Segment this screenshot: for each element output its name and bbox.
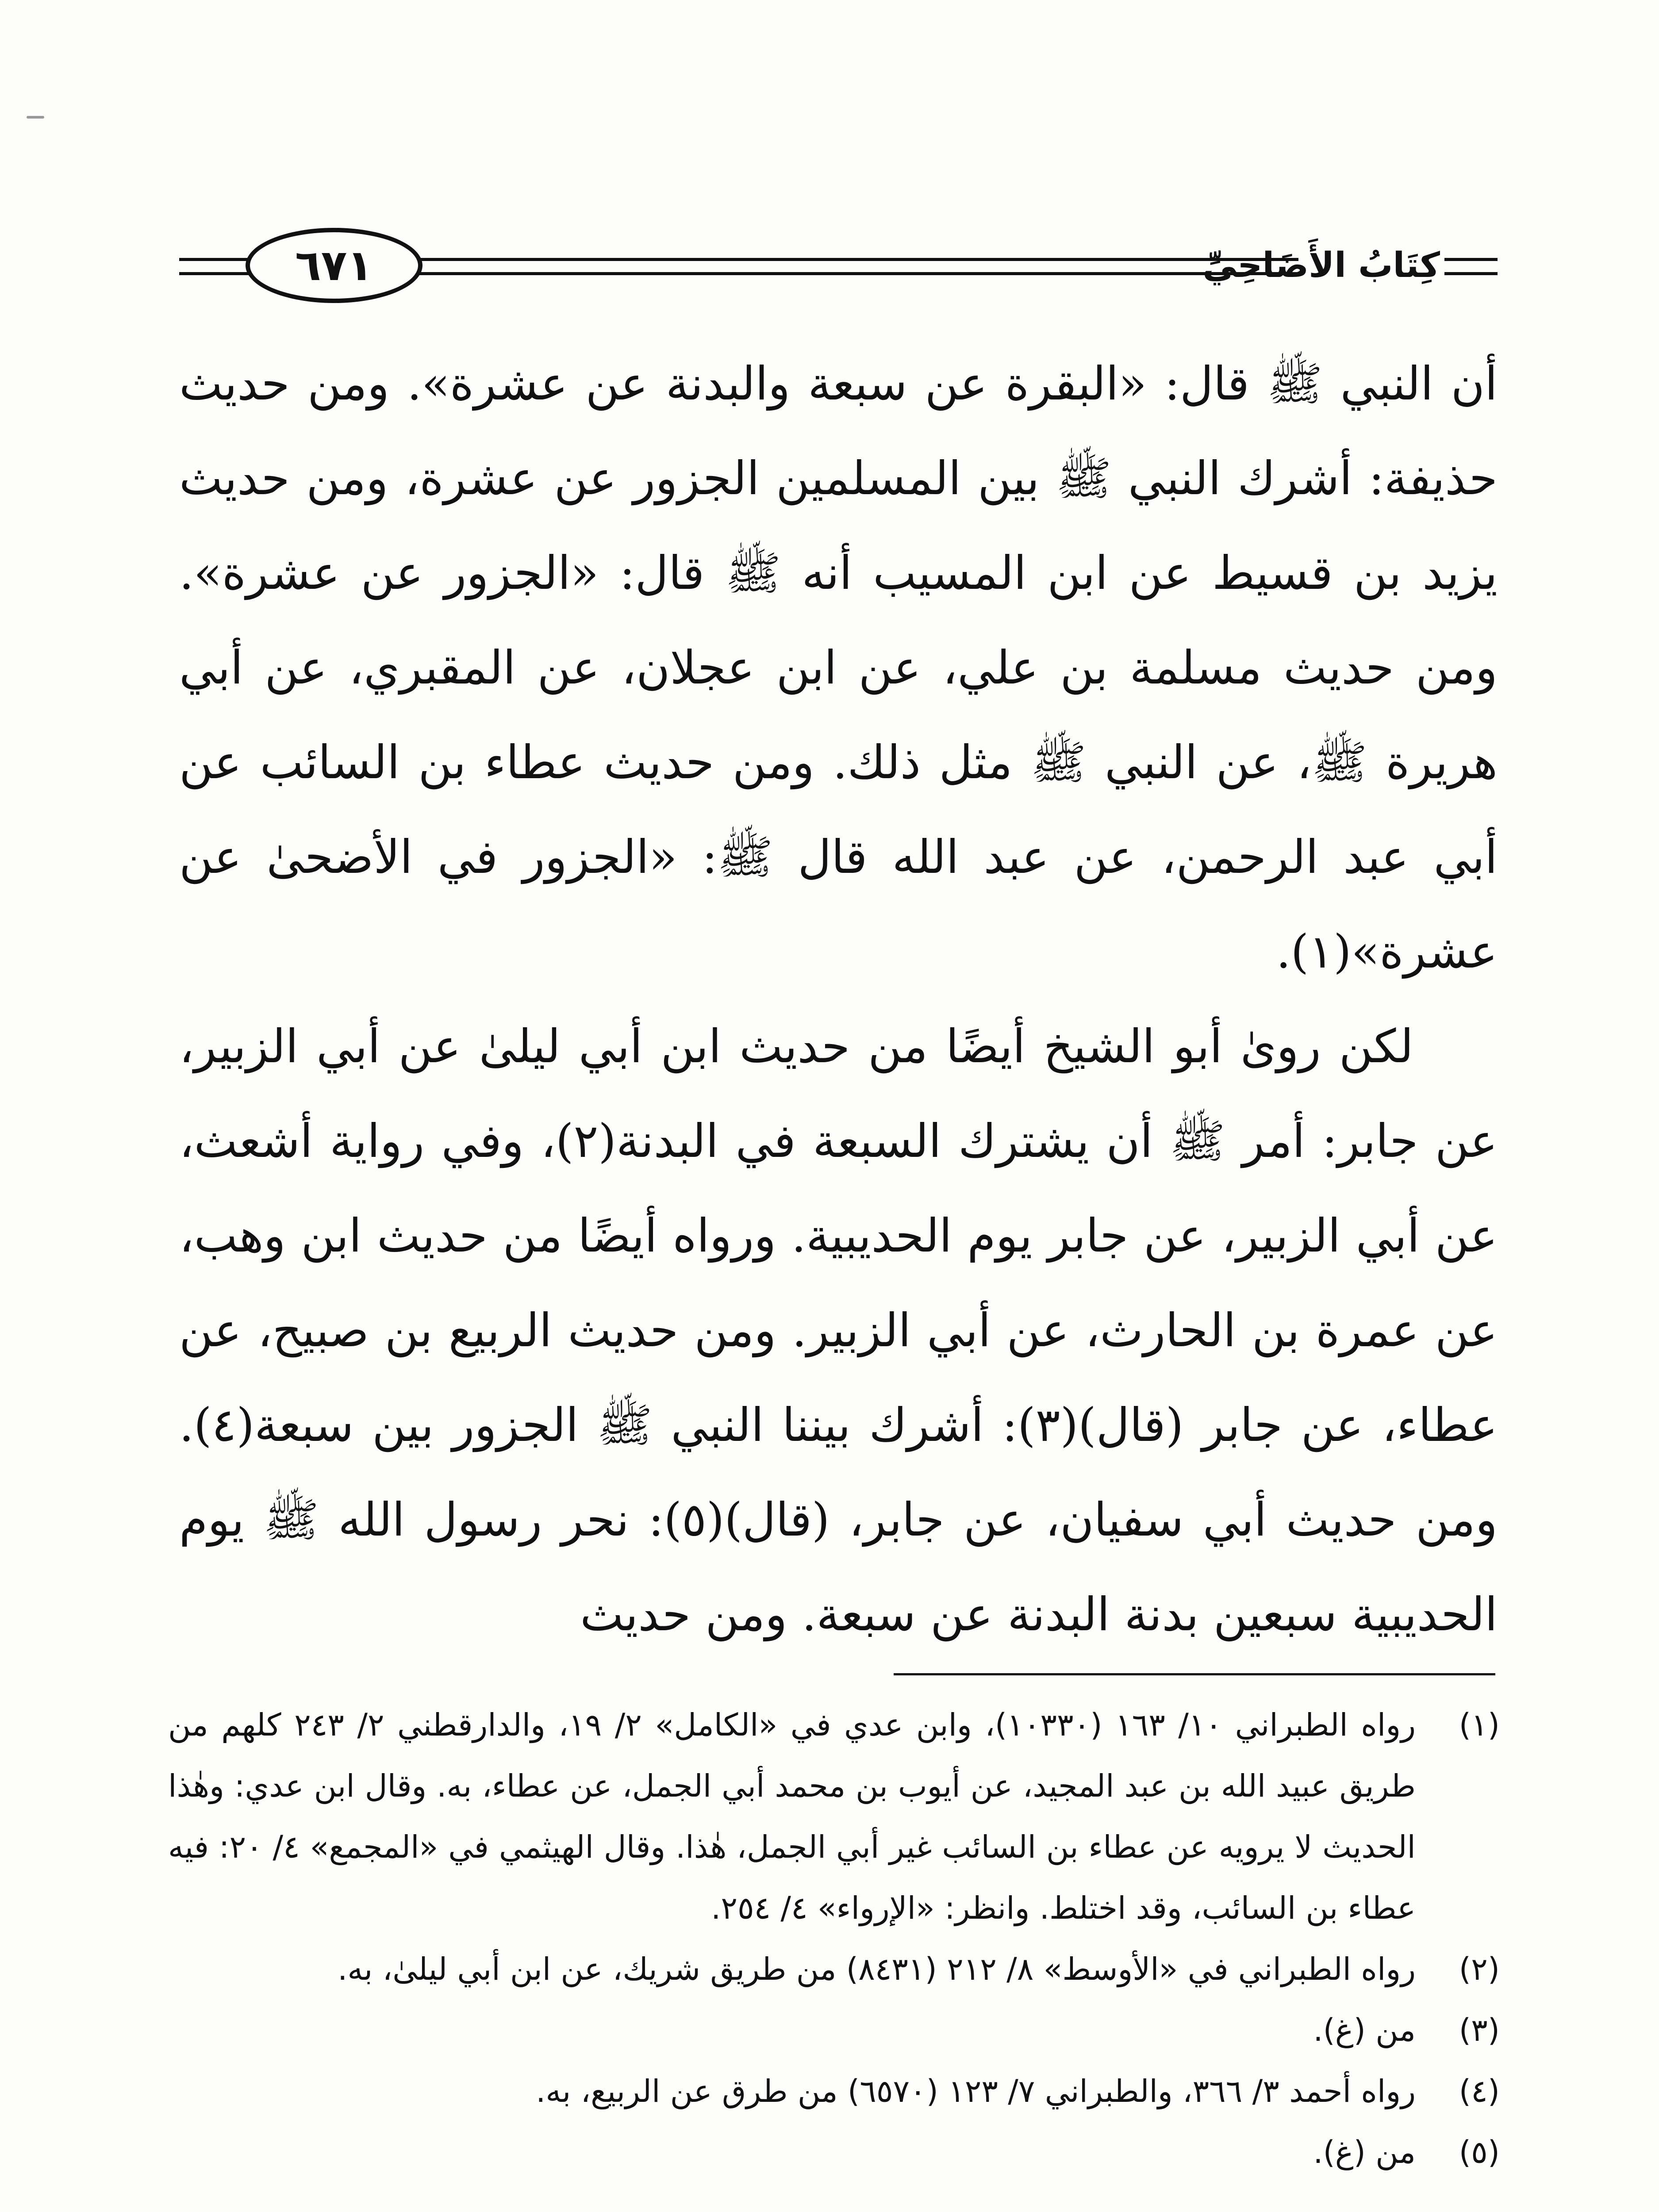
footnote-1 — [168, 1694, 1500, 1939]
main-text — [179, 336, 1498, 1662]
header-rule-middle — [418, 258, 1298, 261]
paragraph-2: لكن روىٰ أبو الشيخ أيضًا من حديث ابن أبي ليلىٰ عن أبي الزبير، عن جابر: أمر ﷺ أن يشترك السبعة في البدنة(٢)، وفي رواية أشعث، عن أبي الزبير، عن جابر يوم الحديبية. ورواه أيضًا من حديث ابن وهب، عن عمرة بن الحارث، عن أبي الزبير. ومن حديث الربيع بن صبيح، عن عطاء، عن جابر (قال)(٣): أشرك بيننا النبي ﷺ الجزور بين سبعة(٤). ومن حديث أبي سفيان، عن جابر، (قال)(٥): نحر رسول الله ﷺ يوم الحديبية سبعين بدنة البدنة عن سبعة. ومن حديث — [179, 1019, 1498, 1641]
header-rule-right — [1444, 258, 1498, 261]
footnote-number: (٤) — [1459, 2073, 1500, 2109]
footnotes — [168, 1694, 1500, 2183]
header-rule-right-second — [1444, 272, 1498, 275]
footnote-5 — [168, 2122, 1500, 2183]
header-rule-left — [179, 258, 250, 261]
header-rule-left-second — [179, 272, 250, 275]
footnote-3 — [168, 2000, 1500, 2061]
footnote-number: (١) — [1459, 1707, 1500, 1743]
footnote-2 — [168, 1939, 1500, 2000]
scan-speck — [27, 116, 44, 119]
footnote-number: (٥) — [1459, 2134, 1500, 2170]
footnote-text: رواه الطبراني ١٠/ ١٦٣ (١٠٣٣٠)، وابن عدي في «الكامل» ٢/ ١٩، والدارقطني ٢/ ٢٤٣ كلهم من طريق عبيد الله بن عبد المجيد، عن أيوب بن محمد أبي الجمل، عن عطاء، به. وقال ابن عدي: وهٰذا الحديث لا يرويه عن عطاء بن السائب غير أبي الجمل، هٰذا. وقال الهيثمي في «المجمع» ٤/ ٢٠: فيه عطاء بن السائب، وقد اختلط. وانظر: «الإرواء» ٤/ ٢٥٤. — [168, 1707, 1416, 1926]
footnote-number: (٣) — [1459, 2012, 1500, 2048]
footnote-text: رواه الطبراني في «الأوسط» ٨/ ٢١٢ (٨٤٣١) من طريق شريك، عن ابن أبي ليلىٰ، به. — [338, 1951, 1416, 1987]
paragraph-1: أن النبي ﷺ قال: «البقرة عن سبعة والبدنة عن عشرة». ومن حديث حذيفة: أشرك النبي ﷺ بين المسلمين الجزور عن عشرة، ومن حديث يزيد بن قسيط عن ابن المسيب أنه ﷺ قال: «الجزور عن عشرة». ومن حديث مسلمة بن علي، عن ابن عجلان، عن المقبري، عن أبي هريرة ﷺ، عن النبي ﷺ مثل ذلك. ومن حديث عطاء بن السائب عن أبي عبد الرحمن، عن عبد الله قال ﷺ: «الجزور في الأضحىٰ عن عشرة»(١). — [179, 357, 1498, 979]
page-header — [179, 228, 1498, 307]
footnote-text: رواه أحمد ٣/ ٣٦٦، والطبراني ٧/ ١٢٣ (٦٥٧٠) من طرق عن الربيع، به. — [536, 2073, 1416, 2109]
page-number: ٦٧١ — [295, 241, 373, 290]
footnote-separator — [894, 1673, 1495, 1675]
footnote-text: من (غ). — [1313, 2134, 1416, 2170]
header-rule-middle-second — [418, 272, 1298, 275]
book-title: كِتَابُ الأَضَاحِيِّ — [1202, 246, 1440, 285]
page-number-oval — [246, 228, 422, 303]
footnote-4 — [168, 2061, 1500, 2122]
footnote-number: (٢) — [1459, 1951, 1500, 1987]
footnote-text: من (غ). — [1313, 2012, 1416, 2048]
